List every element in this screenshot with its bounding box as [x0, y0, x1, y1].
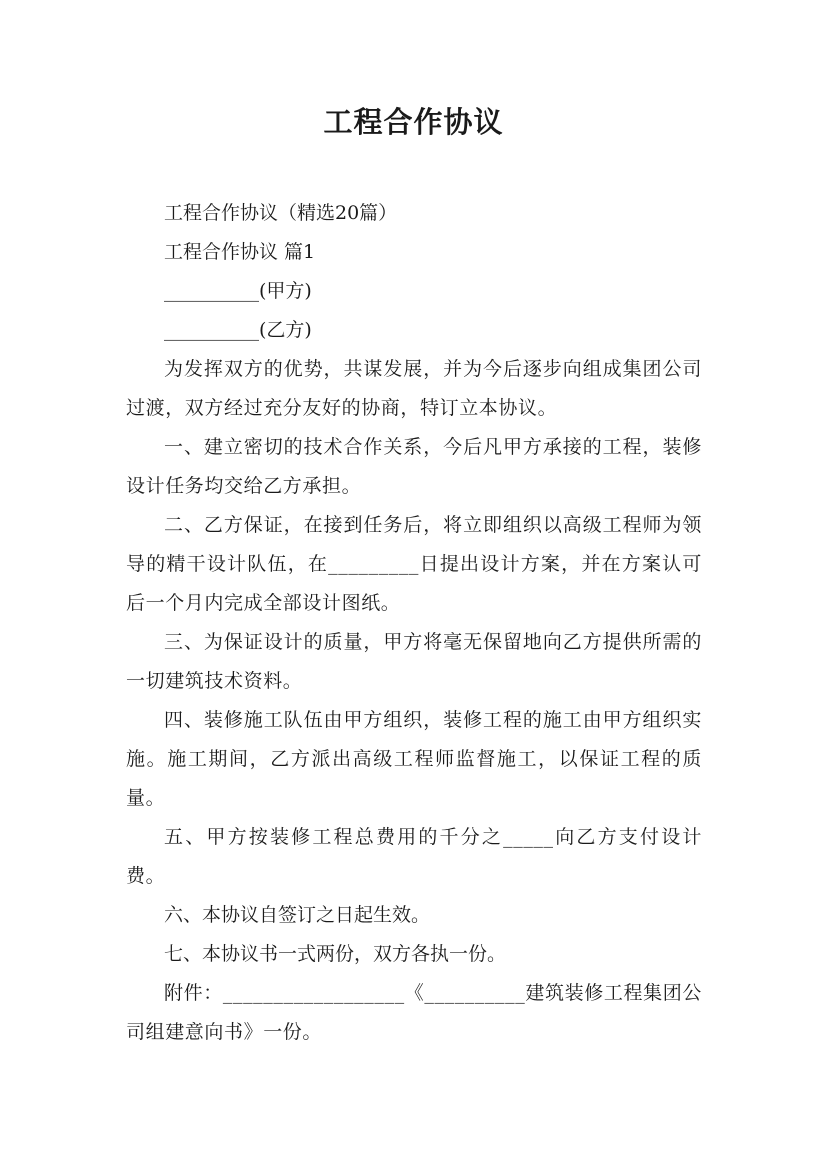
clause-3-paragraph: 三、为保证设计的质量，甲方将毫无保留地向乙方提供所需的一切建筑技术资料。	[126, 631, 702, 692]
document-title: 工程合作协议	[323, 105, 504, 139]
clause-1-paragraph: 一、建立密切的技术合作关系，今后凡甲方承接的工程，装修设计任务均交给乙方承担。	[126, 436, 702, 497]
clause-4-paragraph: 四、装修施工队伍由甲方组织，装修工程的施工由甲方组织实施。施工期间，乙方派出高级工程师监督施工，以保证工程的质量。	[126, 709, 702, 809]
party-b-line: __________(乙方)	[164, 319, 312, 341]
document-body	[126, 194, 702, 1052]
clause-2-paragraph: 二、乙方保证，在接到任务后，将立即组织以高级工程师为领导的精干设计队伍，在_________日提出设计方案，并在方案认可后一个月内完成全部设计图纸。	[126, 514, 702, 614]
clause-5-paragraph: 五、甲方按装修工程总费用的千分之_____向乙方支付设计费。	[126, 826, 702, 887]
section-heading: 工程合作协议 篇1	[164, 241, 316, 263]
attachment-paragraph: 附件：__________________《__________建筑装修工程集团公司组建意向书》一份。	[126, 982, 702, 1043]
party-a-line: __________(甲方)	[164, 280, 312, 302]
subtitle-paragraph: 工程合作协议（精选20篇）	[164, 202, 398, 224]
clause-6-paragraph: 六、本协议自签订之日起生效。	[164, 904, 431, 926]
preamble-paragraph: 为发挥双方的优势，共谋发展，并为今后逐步向组成集团公司过渡，双方经过充分友好的协商，特订立本协议。	[126, 358, 702, 419]
clause-7-paragraph: 七、本协议书一式两份，双方各执一份。	[164, 943, 507, 965]
